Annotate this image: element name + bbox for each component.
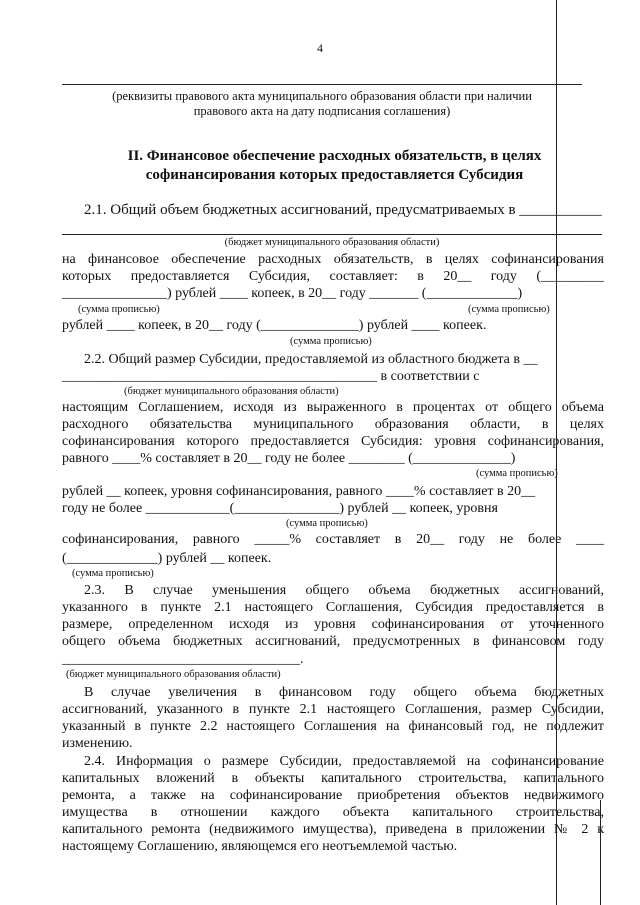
p22-line-8: году не более ____________(_______________) рублей __ копеек, уровня [62,501,498,516]
section-title-line-1: II. Финансовое обеспечение расходных обязательств, в целях [127,148,542,164]
p24-line-4: имущества в отношении каждого объекта капитального строительства, [62,805,604,820]
p22-caption-budget: (бюджет муниципального образования области) [124,386,339,397]
p21-caption-sum-2: (сумма прописью) [290,336,372,347]
p23b-line-4: изменению. [62,736,133,751]
p21-fill-line [62,234,602,235]
p21-line-4: _______________) рублей ____ копеек, в 20__ году _______ (_____________) [62,286,523,301]
p21-line-1: 2.1. Общий объем бюджетных ассигнований, предусматриваемых в ___________ [84,202,602,218]
page-number: 4 [317,41,323,55]
p21-caption-sum-left: (сумма прописью) [78,304,160,315]
p24-line-3: ремонта, а также на софинансирование приобретения объектов недвижимого [62,788,604,803]
section-title-line-2: софинансирования которых предоставляется Субсидия [145,167,524,183]
p23-line-3: размере, определенном исходя из уровня софинансирования от уточненного [62,617,604,632]
p22-line-1: 2.2. Общий размер Субсидии, предоставляемой из областного бюджета в __ [84,352,538,367]
scan-margin-line [556,0,557,905]
p24-line-6: настоящему Соглашению, являющемся его неотъемлемой частью. [62,839,458,854]
p22-line-7: рублей __ копеек, уровня софинансирования, равного ____% составляет в 20__ [62,484,536,499]
p23-line-2: указанного в пункте 2.1 настоящего Соглашения, Субсидия предоставляется в [62,600,604,615]
p22-caption-sum-1: (сумма прописью) [476,468,558,479]
p24-line-1: 2.4. Информация о размере Субсидии, предоставляемой на софинансирование [84,754,604,769]
p23-line-4: общего объема бюджетных ассигнований, предусмотренных в финансовом году [62,634,604,649]
p21-line-5: рублей ____ копеек, в 20__ году (______________) рублей ____ копеек. [62,318,487,333]
p23-line-1: 2.3. В случае уменьшения общего объема бюджетных ассигнований, [84,583,604,598]
p23b-line-1: В случае увеличения в финансовом году общего объема бюджетных [84,685,604,700]
p23b-line-2: ассигнований, указанного в пункте 2.1 настоящего Соглашения, размер Субсидии, [62,702,604,717]
p21-caption-budget: (бюджет муниципального образования области) [224,237,440,248]
p24-line-5: капитального ремонта (недвижимого имущества), приведена в приложении № 2 к [62,822,604,837]
p23-line-5: __________________________________. [62,652,304,667]
p22-line-5: софинансирования которого предоставляется Субсидия: уровня софинансирования, [62,434,604,449]
p22-line-10: (_____________) рублей __ копеек. [62,551,272,566]
p23b-line-3: указанный в пункте 2.2 настоящего Соглашения на финансовый год, не подлежит [62,719,604,734]
p24-line-2: капитальных вложений в объекты капитального строительства, капитального [62,771,604,786]
p22-caption-sum-2: (сумма прописью) [286,518,368,529]
p22-line-4: расходного обязательства муниципального образования области, в целях [62,417,604,432]
p22-line-6: равного ____% составляет в 20__ году не более ________ (______________) [62,451,516,466]
header-note-line-2: правового акта на дату подписания соглашения) [193,104,451,118]
p22-line-9: софинансирования, равного _____% составляет в 20__ году не более ____ [62,532,604,547]
header-note-line-1: (реквизиты правового акта муниципального образования области при наличии [112,89,532,103]
p22-line-3: настоящим Соглашением, исходя из выраженного в процентах от общего объема [62,400,604,415]
p21-line-2: на финансовое обеспечение расходных обязательств, в целях софинансирования [62,252,604,267]
p21-line-3: которых предоставляется Субсидия, составляет: в 20__ году (_________ [62,269,604,284]
header-fill-line [62,84,582,85]
p22-line-2: _____________________________________________ в соответствии с [62,369,480,384]
p22-caption-sum-3: (сумма прописью) [72,568,154,579]
scan-edge-line [600,800,601,905]
p23-caption-budget: (бюджет муниципального образования области) [66,669,281,680]
p21-caption-sum-right: (сумма прописью) [468,304,550,315]
